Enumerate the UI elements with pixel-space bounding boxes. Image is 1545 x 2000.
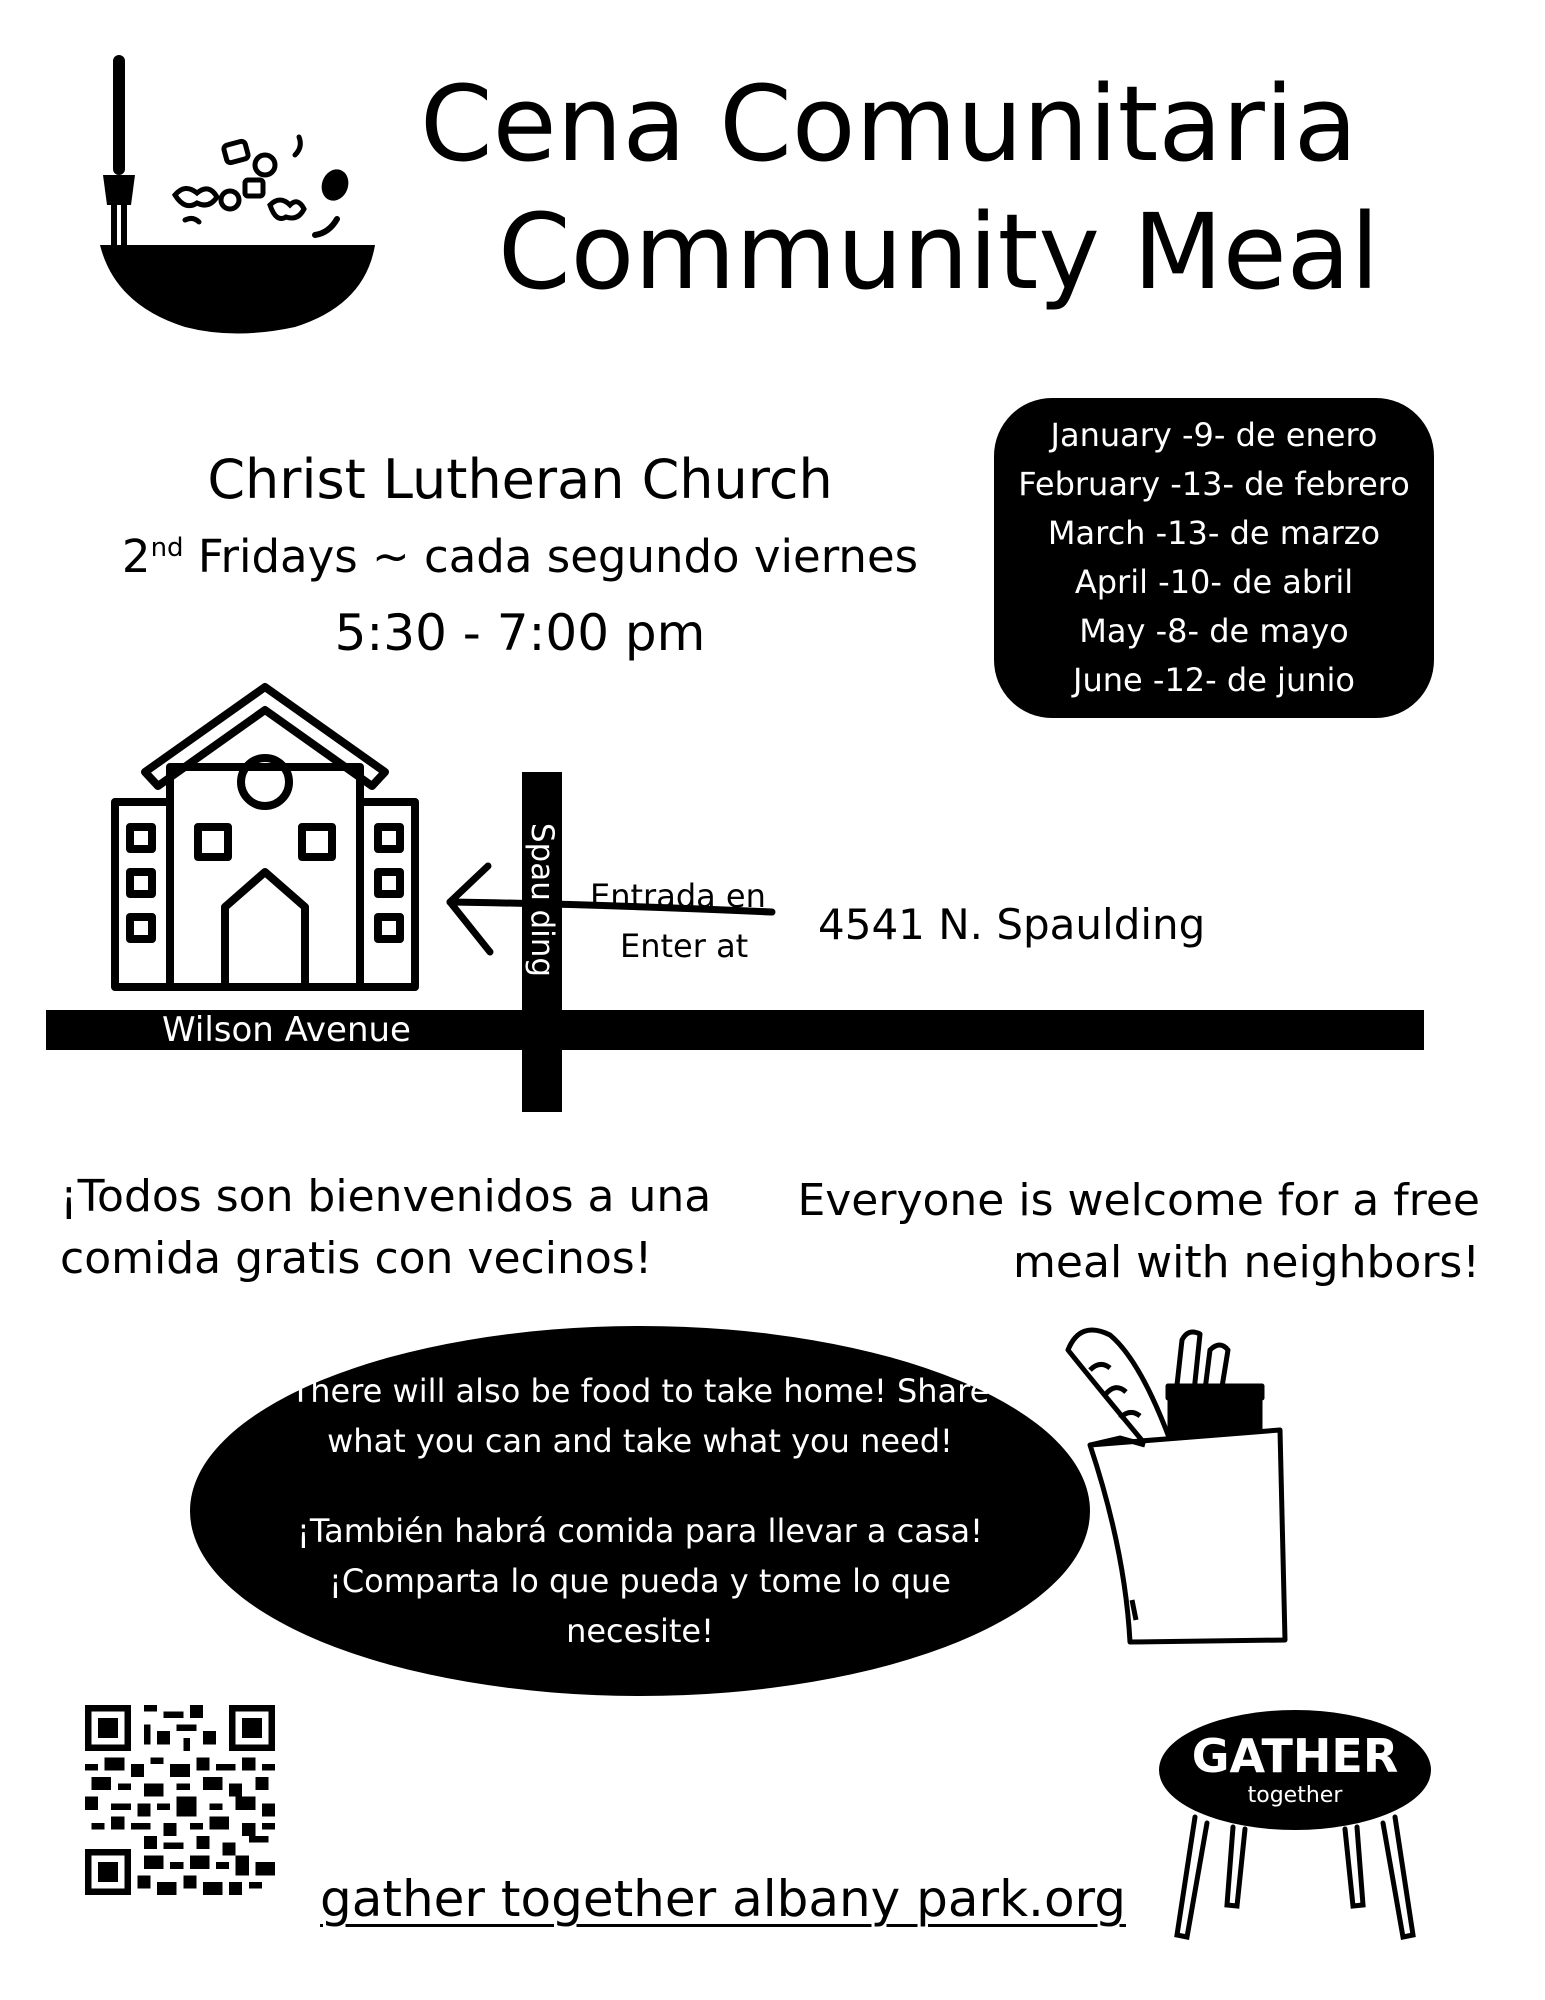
title-spanish: Cena Comunitaria (420, 63, 1358, 185)
welcome-spanish: ¡Todos son bienvenidos a una comida gratis con vecinos! (60, 1171, 712, 1284)
ordinal-suffix: nd (150, 533, 184, 563)
ordinal-number: 2 (121, 530, 151, 583)
wilson-avenue-label: Wilson Avenue (162, 1010, 411, 1050)
website-link[interactable]: gather together albany park.org (320, 1870, 1126, 1928)
take-home-english: There will also be food to take home! Share what you can and take what you need! (290, 1372, 990, 1460)
food-bowl-icon (95, 55, 385, 335)
spaulding-label: Spaulding (524, 822, 560, 978)
event-frequency (60, 530, 980, 583)
schedule-date: January -9- de enero (1050, 416, 1378, 454)
schedule-box (994, 398, 1434, 718)
venue-name: Christ Lutheran Church (207, 448, 833, 511)
entrance-label-en: Enter at (620, 927, 749, 965)
address: 4541 N. Spaulding (818, 900, 1206, 949)
entrance-label-es: Entrada en (590, 877, 766, 915)
welcome-english: Everyone is welcome for a free meal with neighbors! (797, 1175, 1480, 1288)
logo-title: GATHER (1191, 1729, 1399, 1783)
schedule-date: March -13- de marzo (1047, 514, 1381, 552)
grocery-bag-icon (1050, 1320, 1310, 1660)
schedule-date: February -13- de febrero (1018, 465, 1410, 503)
take-home-spanish: ¡También habrá comida para llevar a casa! ¡Comparta lo que pueda y tome lo que necesite! (297, 1512, 983, 1650)
schedule-date: May -8- de mayo (1079, 612, 1349, 650)
gather-together-logo (1155, 1705, 1435, 1955)
title-english: Community Meal (498, 191, 1380, 313)
schedule-date: June -12- de junio (1073, 661, 1355, 699)
event-time: 5:30 - 7:00 pm (334, 604, 706, 662)
frequency-text: Fridays ~ cada segundo viernes (183, 530, 919, 583)
schedule-date: April -10- de abril (1074, 563, 1354, 601)
take-home-ellipse (190, 1326, 1090, 1696)
logo-subtitle: together (1247, 1783, 1343, 1808)
church-building-icon (110, 682, 420, 992)
qr-code-icon (85, 1705, 275, 1895)
